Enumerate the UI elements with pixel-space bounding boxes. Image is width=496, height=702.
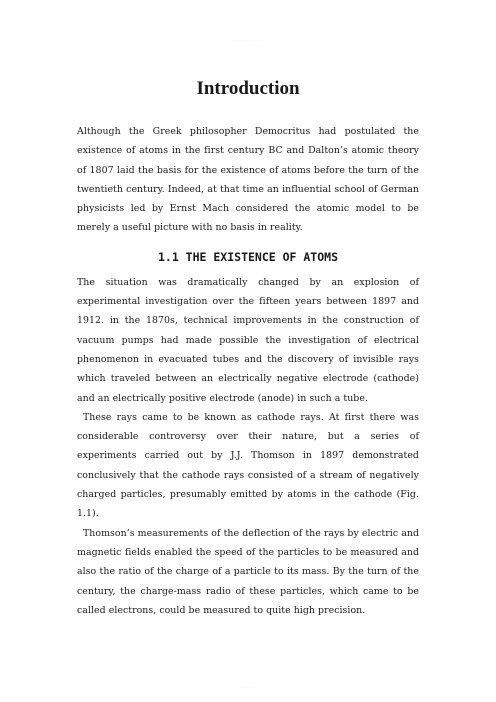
section-paragraph-2: These rays came to be known as cathode rays. At first there was considerable controversy over their nature, but a series of experiments carried out by J.J. Thomson in 1897 demonstrated conclusively that the cathode rays consisted of a stream of negatively charged particles, presumably emitted by atoms in the cathode (Fig. 1.1). [77, 411, 419, 520]
page-title: Introduction [196, 78, 300, 99]
page-header-mark: · · · · · · · · [234, 38, 262, 43]
section-paragraph-1: The situation was dramatically changed by an explosion of experimental investigation over the fifteen years between 1897 and 1912. in the 1870s, technical improvements in the construction of vacuum pumps had made possible the investigation of electrical phenomenon in evacuated tubes and the discovery of invisible rays which traveled between an electrically negative electrode (cathode) and an electrically positive electrode (anode) in such a tube. [77, 276, 419, 404]
section-heading: 1.1 THE EXISTENCE OF ATOMS [157, 249, 338, 264]
intro-paragraph: Although the Greek philosopher Democritus had postulated the existence of atoms in the first century BC and Dalton’s atomic theory of 1807 laid the basis for the existence of atoms before the turn of the twentieth century. Indeed, at that time an influential school of German physicists led by Ernst Mach considered the atomic model to be merely a useful picture with no basis in reality. [77, 126, 419, 234]
page-footer-mark: · · · · [241, 685, 255, 690]
document-body [77, 122, 419, 620]
section-paragraph-3: Thomson’s measurements of the deflection of the rays by electric and magnetic fields enabled the speed of the particles to be measured and also the ratio of the charge of a particle to its mass. By the turn of the century, the charge-mass radio of these particles, which came to be called electrons, could be measured to quite high precision. [77, 527, 419, 616]
